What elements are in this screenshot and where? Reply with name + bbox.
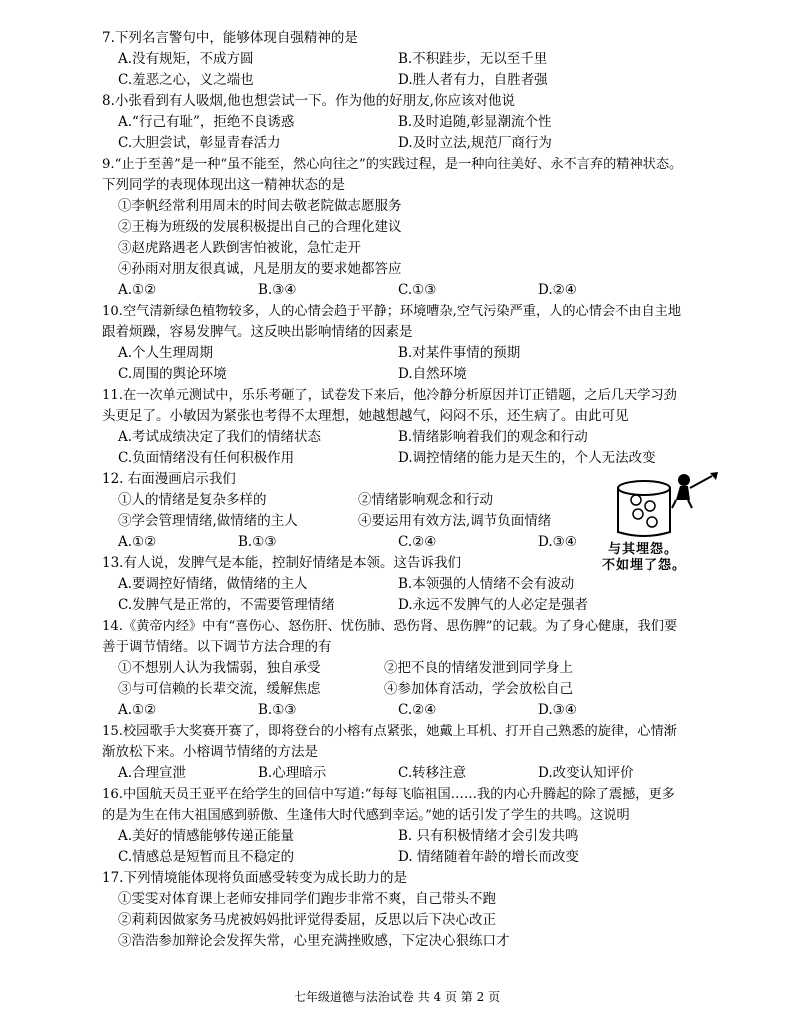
q9-stem-line2: 下列同学的表现体现出这一精神状态的是 (102, 177, 345, 193)
q11-option-a: A.考试成绩决定了我们的情绪状态 (118, 429, 322, 445)
q7-option-b: B.不积跬步，无以至千里 (398, 51, 548, 67)
q8-option-b: B.及时追随,彰显潮流个性 (398, 114, 552, 130)
q14-stem-line1: 14.《黄帝内经》中有“喜伤心、怒伤肝、忧伤肺、恐伤肾、思伤脾”的记载。为了身心健康，我们要 (102, 619, 678, 634)
q17-statement-2: ②莉莉因做家务马虎被妈妈批评觉得委屈，反思以后下决心改正 (118, 912, 496, 928)
q15-option-a: A.合理宣泄 (118, 765, 187, 781)
q12-statement-4: ④要运用有效方法,调节负面情绪 (358, 513, 552, 529)
q14-statement-1: ①不想别人认为我懦弱，独自承受 (118, 660, 321, 676)
cartoon-caption-line2: 不如埋了怨。 (602, 558, 687, 573)
q11-option-b: B.情绪影响着我们的观念和行动 (398, 429, 588, 445)
q11-stem-line2: 头更足了。小敏因为紧张也考得不太理想，她越想越气，闷闷不乐，还生病了。由此可见 (102, 408, 629, 424)
q14-option-b: B.①③ (258, 702, 297, 718)
q16-stem-line1: 16.中国航天员王亚平在给学生的回信中写道:“每每飞临祖国……我的内心升腾起的除了震撼，更多 (102, 787, 675, 802)
q14-statement-4: ④参加体育活动，学会放松自己 (384, 681, 573, 697)
page-footer: 七年级道德与法治试卷 共 4 页 第 2 页 (293, 990, 501, 1004)
q13-option-a: A.要调控好情绪，做情绪的主人 (118, 576, 308, 592)
q15-stem-line1: 15.校园歌手大奖赛开赛了，即将登台的小榕有点紧张，她戴上耳机、打开自己熟悉的旋律，心情渐 (102, 724, 677, 739)
q9-option-d: D.②④ (538, 282, 577, 298)
q9-option-c: C.①③ (398, 282, 437, 298)
q15-option-b: B.心理暗示 (258, 765, 327, 781)
q17-statement-3: ③浩浩参加辩论会发挥失常，心里充满挫败感，下定决心狠练口才 (118, 933, 510, 949)
q16-option-c: C.情感总是短暂而且不稳定的 (118, 849, 295, 865)
q14-option-c: C.②④ (398, 702, 437, 718)
q14-stem-line2: 善于调节情绪。以下调节方法合理的有 (102, 639, 332, 655)
q12-option-d: D.③④ (538, 534, 577, 550)
q15-stem-line2: 渐放松下来。小榕调节情绪的方法是 (102, 744, 318, 760)
cartoon-caption-line1: 与其埋怨。 (608, 542, 679, 557)
q13-option-d: D.永远不发脾气的人必定是强者 (398, 597, 589, 613)
q12-option-b: B.①③ (238, 534, 277, 550)
q10-stem-line2: 跟着烦躁，容易发脾气。这反映出影响情绪的因素是 (102, 324, 413, 340)
q11-option-c: C.负面情绪没有任何积极作用 (118, 450, 295, 466)
q9-statement-4: ④孙雨对朋友很真诚，凡是朋友的要求她都答应 (118, 261, 402, 277)
q13-option-c: C.发脾气是正常的，不需要管理情绪 (118, 597, 335, 613)
q7-option-c: C.羞恶之心，义之端也 (118, 72, 254, 88)
q7-stem: 7.下列名言警句中，能够体现自强精神的是 (102, 30, 358, 46)
q10-option-c: C.周围的舆论环境 (118, 366, 227, 382)
q14-statement-2: ②把不良的情绪发泄到同学身上 (384, 660, 573, 676)
q17-stem: 17.下列情境能体现将负面感受转变为成长助力的是 (102, 870, 407, 886)
q9-statement-2: ②王梅为班级的发展积极提出自己的合理化建议 (118, 219, 402, 235)
q10-option-d: D.自然环境 (398, 366, 467, 382)
q11-option-d: D.调控情绪的能力是天生的，个人无法改变 (398, 450, 656, 466)
cartoon-drawing (596, 470, 746, 540)
q17-statement-1: ①雯雯对体育课上老师安排同学们跑步非常不爽，自己带头不跑 (118, 891, 496, 907)
q12-option-c: C.②④ (398, 534, 437, 550)
q11-stem-line1: 11.在一次单元测试中，乐乐考砸了，试卷发下来后，他冷静分析原因并订正错题，之后几天学习劲 (102, 388, 677, 403)
q8-option-d: D.及时立法,规范厂商行为 (398, 135, 552, 151)
q10-option-a: A.个人生理周期 (118, 345, 214, 361)
q10-option-b: B.对某件事情的预期 (398, 345, 521, 361)
q15-option-d: D.改变认知评价 (538, 765, 634, 781)
q9-option-b: B.③④ (258, 282, 297, 298)
q9-statement-3: ③赵虎路遇老人跌倒害怕被讹，急忙走开 (118, 240, 361, 256)
q12-stem: 12. 右面漫画启示我们 (102, 471, 236, 487)
q8-option-a: A.“行己有耻”，拒绝不良诱惑 (118, 114, 295, 130)
q12-statement-1: ①人的情绪是复杂多样的 (118, 492, 267, 508)
q14-option-d: D.③④ (538, 702, 577, 718)
q12-statement-2: ②情绪影响观念和行动 (358, 492, 493, 508)
q7-option-d: D.胜人者有力，自胜者强 (398, 72, 548, 88)
q9-stem-line1: 9.“止于至善”是一种“虽不能至，然心向往之”的实践过程，是一种向往美好、永不言弃的精神状态。 (102, 157, 683, 172)
q16-option-a: A.美好的情感能够传递正能量 (118, 828, 295, 844)
q10-stem-line1: 10.空气清新绿色植物较多，人的心情会趋于平静；环境嘈杂,空气污染严重，人的心情会不由自主地 (102, 304, 682, 319)
q16-option-b: B. 只有积极情绪才会引发共鸣 (398, 828, 579, 844)
q13-stem: 13.有人说，发脾气是本能，控制好情绪是本领。这告诉我们 (102, 555, 461, 571)
q8-option-c: C.大胆尝试，彰显青春活力 (118, 135, 281, 151)
q14-statement-3: ③与可信赖的长辈交流，缓解焦虑 (118, 681, 321, 697)
q15-option-c: C.转移注意 (398, 765, 467, 781)
q16-option-d: D. 情绪随着年龄的增长而改变 (398, 849, 579, 865)
q12-statement-3: ③学会管理情绪,做情绪的主人 (118, 513, 298, 529)
q9-option-a: A.①② (118, 282, 157, 298)
q8-stem: 8.小张看到有人吸烟,他也想尝试一下。作为他的好朋友,你应该对他说 (102, 93, 515, 109)
q16-stem-line2: 的是为生在伟大祖国感到骄傲、生逢伟大时代感到幸运。”她的话引发了学生的共鸣。这说明 (102, 808, 630, 823)
q7-option-a: A.没有规矩，不成方圆 (118, 51, 254, 67)
q9-statement-1: ①李帆经常利用周末的时间去敬老院做志愿服务 (118, 198, 402, 214)
q13-option-b: B.本领强的人情绪不会有波动 (398, 576, 575, 592)
q12-option-a: A.①② (118, 534, 157, 550)
q14-option-a: A.①② (118, 702, 157, 718)
